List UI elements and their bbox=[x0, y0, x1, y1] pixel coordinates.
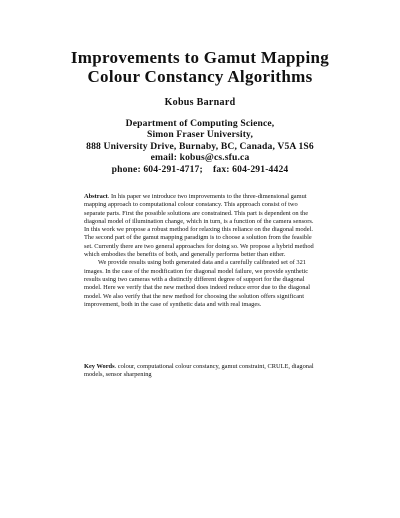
abstract-paragraph-1-text: . In his paper we introduce two improvements to the three-dimensional gamut mapping approach to computational colour constancy. This approach consist of two separate parts. First the possible solutions are constrained. This part is dependent on the diagonal model of illumination change, which in turn, is a function of the camera sensors. In this work we propose a robust method for relaxing this reliance on the diagonal model. The second part of the gamut mapping paradigm is to choose a solution from the feasible set. Currently there are two general approaches for doing so. We propose a hybrid method which embodies the benefits of both, and generally performs better than either. bbox=[84, 193, 314, 259]
keywords-section bbox=[84, 363, 316, 380]
keywords-text: . colour, computational colour constancy, gamut constraint, CRULE, diagonal models, sensor sharpening bbox=[84, 363, 314, 379]
affiliation-department: Department of Computing Science, bbox=[125, 118, 275, 129]
affiliation-address: 888 University Drive, Burnaby, BC, Canada, V5A 1S6 bbox=[86, 140, 314, 152]
affiliation-block bbox=[0, 118, 400, 175]
abstract-label: Abstract bbox=[84, 193, 108, 200]
author-name: Kobus Barnard bbox=[164, 97, 236, 108]
paper-title-line-2: Colour Constancy Algorithms bbox=[87, 67, 313, 86]
abstract-paragraph-1 bbox=[84, 193, 314, 259]
affiliation-email: email: kobus@cs.sfu.ca bbox=[150, 152, 250, 164]
paper-title-line-1: Improvements to Gamut Mapping bbox=[70, 48, 330, 67]
abstract-section bbox=[84, 193, 314, 309]
abstract-paragraph-2: We provide results using both generated data and a carefully calibrated set of 321 images. In the case of the modification for diagonal model failure, we provide synthetic results using two cameras with a distinctly different degree of support for the diagonal model. Here we verify that the new method does indeed reduce error due to the diagonal model. We also verify that the new method for choosing the solution offers significant improvement, both in the case of synthetic data and with real images. bbox=[84, 259, 311, 308]
affiliation-university: Simon Fraser University, bbox=[146, 129, 253, 141]
affiliation-phone-fax: phone: 604-291-4717; fax: 604-291-4424 bbox=[111, 163, 289, 175]
keywords-label: Key Words bbox=[84, 363, 115, 370]
